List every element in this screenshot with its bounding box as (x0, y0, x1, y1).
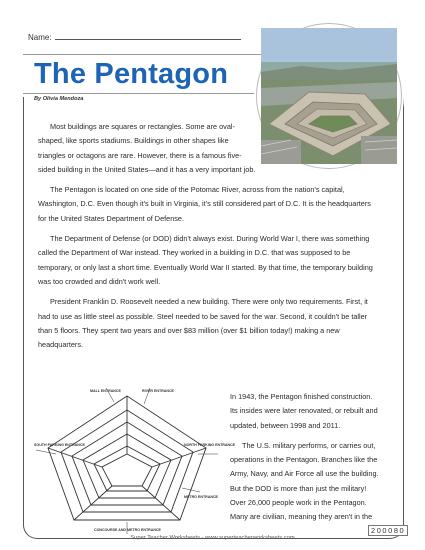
diagram-label-concourse: CONCOURSE AND METRO ENTRANCE (94, 528, 161, 532)
name-blank-line[interactable] (55, 33, 241, 40)
paragraph-4: President Franklin D. Roosevelt needed a new building. There were only two requirements. First, it had to use as little steel as possible. Steel needed to be saved for the war. Second, it couldn't be taller than 5 floors. They spent two years and over $83 million (over $1 billion today!) making a new headquarters. (38, 297, 368, 350)
article-byline: By Olivia Mendoza (34, 96, 84, 102)
diagram-label-south: SOUTH PARKING ENTRANCE (34, 443, 85, 447)
paragraph-6: The U.S. military performs, or carries out, operations in the Pentagon. Branches like the Army, Navy, and Air Force all use the building. But the DOD is more than just the military! Over 26,000 people work in the Pentagon. Many are civilian, meaning they aren't in the (230, 440, 379, 522)
paragraph-5: In 1943, the Pentagon finished construction. Its insides were later renovated, or rebuilt and updated, between 1998 and 2011. (230, 392, 378, 430)
diagram-label-metro: METRO ENTRANCE (184, 495, 218, 499)
diagram-label-river: RIVER ENTRANCE (142, 389, 174, 393)
paragraph-2: The Pentagon is located on one side of the Potomac River, across from the nation's capital, Washington, D.C. Even though it's built in Virginia, it's still considered part of D.C. It is the headquarters for the United States Department of Defense. (38, 185, 371, 223)
paragraph-3: The Department of Defense (or DOD) didn't always exist. During World War I, there was something called the Department of War instead. They worked in a building in D.C. that was supposed to be temporary, or only last a short time. Eventually World War II started. By that time, the temporary building was too crowded and didn't work well. (38, 234, 373, 286)
footer-text: Super Teacher Worksheets - www.superteacherworksheets.com (130, 535, 295, 541)
worksheet-code: 200080 (368, 525, 408, 536)
article-right-column (230, 390, 380, 531)
diagram-label-north: NORTH PARKING ENTRANCE (184, 443, 236, 447)
pentagon-floor-plan-diagram (34, 388, 236, 534)
name-field-row (28, 33, 241, 42)
name-label: Name: (28, 33, 52, 42)
diagram-label-mall: MALL ENTRANCE (90, 389, 121, 393)
article-body (38, 120, 376, 358)
article-title: The Pentagon (34, 58, 229, 90)
paragraph-1: Most buildings are squares or rectangles. Some are oval-shaped, like sports stadiums. Buildings in other shapes like triangles or octagons are rare. However, there is a famous five-sided building in the United States—and it has a very important job. (38, 122, 256, 174)
